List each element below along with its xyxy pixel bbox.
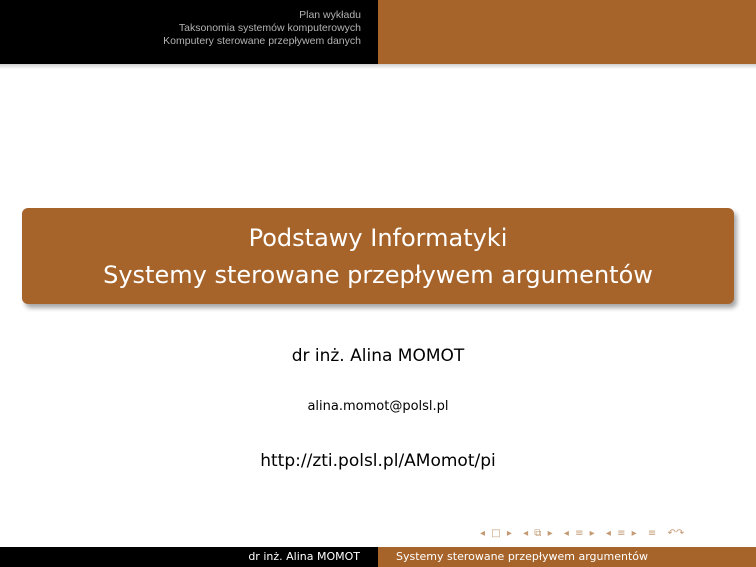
header-shadow [0,64,756,69]
footer-title: Systemy sterowane przepływem argumentów [396,550,648,563]
footer-left [0,547,378,567]
section-link-dataflow[interactable]: Komputery sterowane przepływem danych [163,35,361,47]
next-frame-icon[interactable]: ▸ [506,528,512,539]
section-link-taxonomy[interactable]: Taksonomia systemów komputerowych [178,22,361,34]
search-back-forward-icon[interactable]: ↶↷ [667,528,685,539]
section-link-plan[interactable]: Plan wykładu [299,9,361,21]
document-icon[interactable]: ≡ [617,528,626,539]
prev-subsection-icon[interactable]: ◂ [523,528,529,539]
next-subsection-icon[interactable]: ▸ [547,528,553,539]
align-icon[interactable]: ≡ [647,528,657,539]
presentation-title: Podstawy Informatyki [248,224,508,252]
presentation-subtitle: Systemy sterowane przepływem argumentów [103,261,653,289]
header-right-panel [378,0,756,64]
prev-document-icon[interactable]: ◂ [605,528,611,539]
footer-author: dr inż. Alina MOMOT [248,550,360,563]
frame-icon[interactable]: □ [491,528,501,539]
section-icon[interactable]: ≡ [575,528,584,539]
prev-section-icon[interactable]: ◂ [563,528,569,539]
section-navigation [163,9,361,48]
next-section-icon[interactable]: ▸ [589,528,595,539]
author-email: alina.momot@polsl.pl [307,399,449,414]
course-url: http://zti.polsl.pl/AMomot/pi [260,451,496,471]
next-document-icon[interactable]: ▸ [631,528,637,539]
author-name: dr inż. Alina MOMOT [291,346,465,366]
footer-right [378,547,756,567]
title-block [22,208,734,304]
prev-frame-icon[interactable]: ◂ [480,528,486,539]
subsection-icon[interactable]: ⧉ [534,528,542,539]
beamer-navigation-bar [480,528,687,542]
